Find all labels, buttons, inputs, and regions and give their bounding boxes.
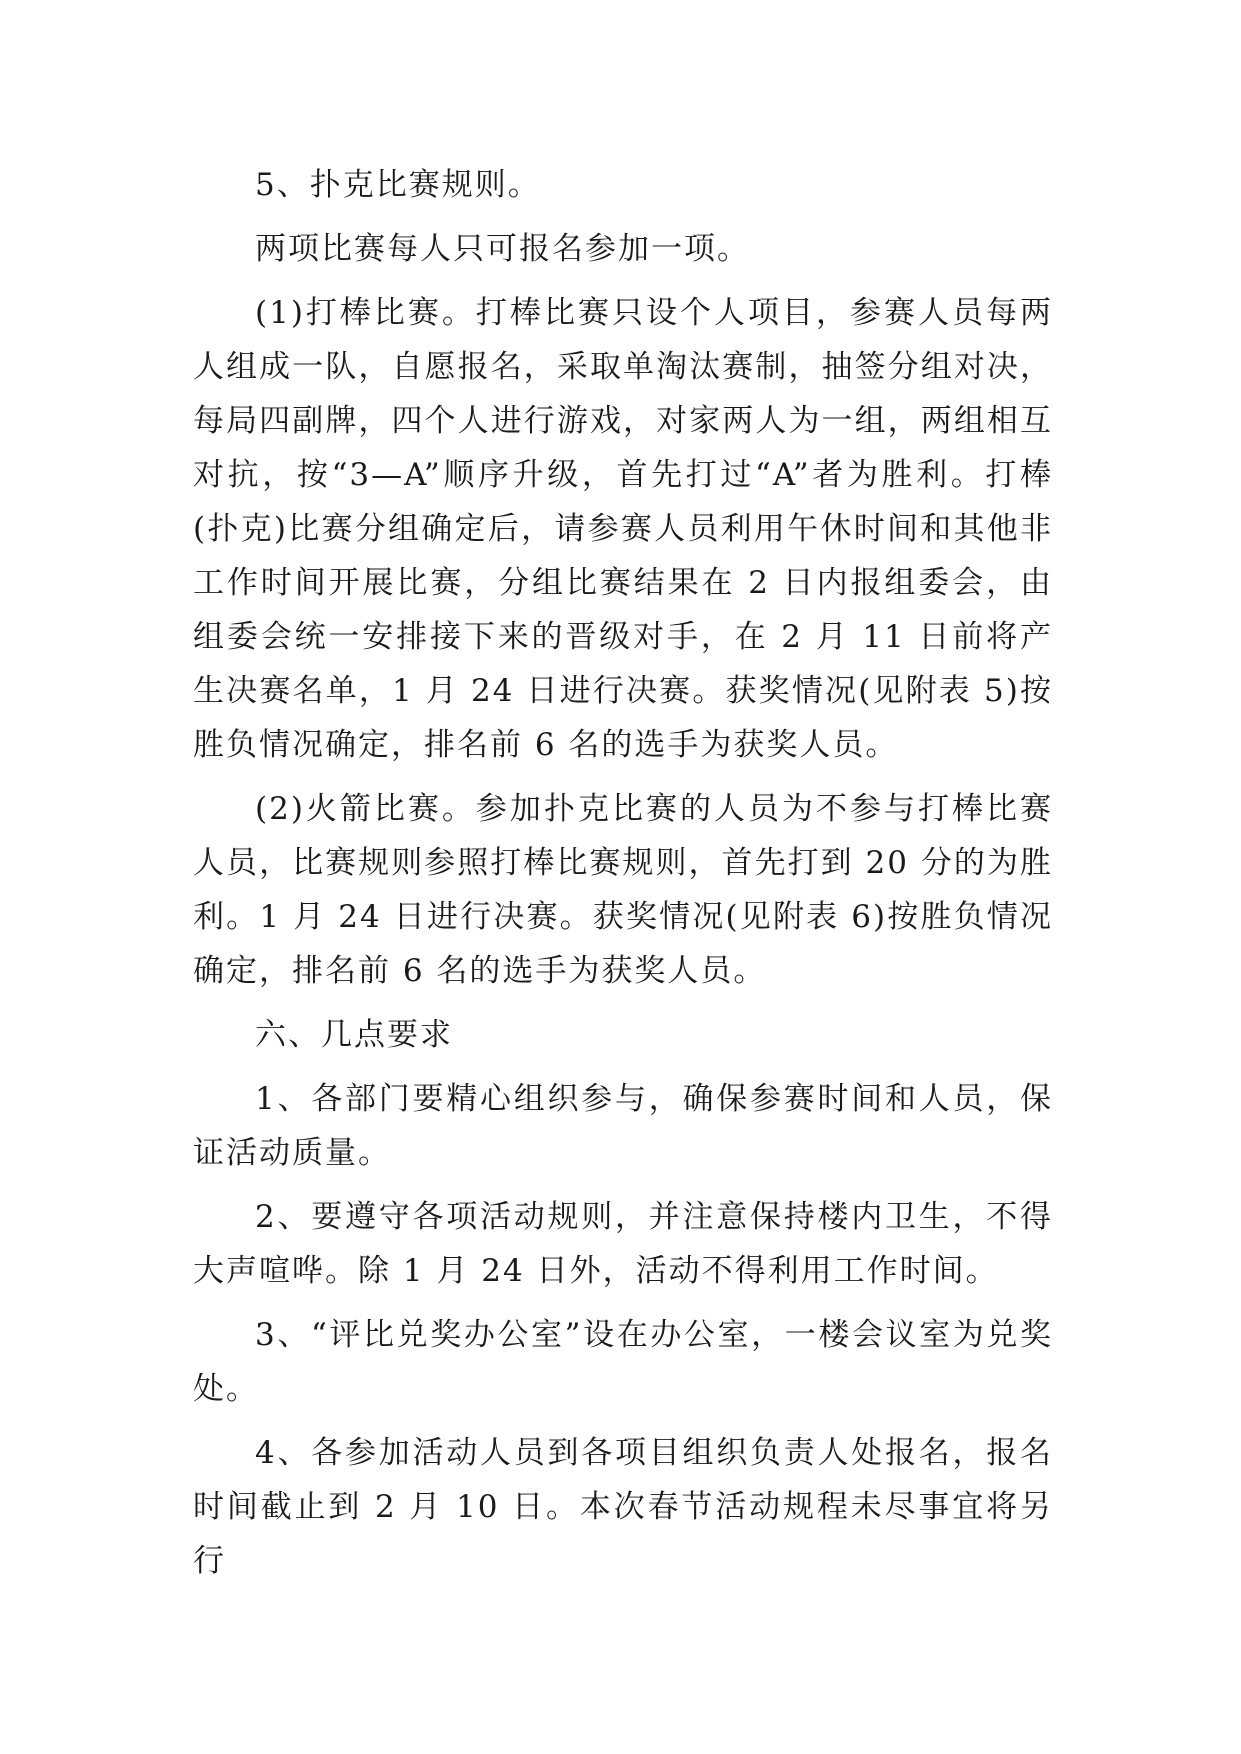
paragraph-gap <box>193 1298 1053 1308</box>
paragraph-gap <box>193 1062 1053 1072</box>
requirement-item-1: 1、各部门要精心组织参与，确保参赛时间和人员，保证活动质量。 <box>193 1081 1053 1171</box>
paragraph-gap <box>193 1416 1053 1426</box>
document-body <box>193 158 1053 1588</box>
paragraph-gap <box>193 276 1053 286</box>
paragraph-gap <box>193 1180 1053 1190</box>
requirement-item-2: 2、要遵守各项活动规则，并注意保持楼内卫生，不得大声喧哗。除 1 月 24 日外，活动不得利用工作时间。 <box>193 1199 1053 1289</box>
requirement-item-4: 4、各参加活动人员到各项目组织负责人处报名，报名时间截止到 2 月 10 日。本次春节活动规程未尽事宜将另行 <box>193 1435 1053 1579</box>
paragraph-one-event-limit: 两项比赛每人只可报名参加一项。 <box>255 231 750 267</box>
requirement-item-3: 3、“评比兑奖办公室”设在办公室，一楼会议室为兑奖处。 <box>193 1317 1053 1407</box>
section-heading-requirements: 六、几点要求 <box>255 1017 453 1053</box>
paragraph-gap <box>193 212 1053 222</box>
paragraph-gap <box>193 998 1053 1008</box>
paragraph-gap <box>193 772 1053 782</box>
paragraph-poker-rules-heading: 5、扑克比赛规则。 <box>255 167 541 203</box>
paragraph-dabang-match: (1)打棒比赛。打棒比赛只设个人项目，参赛人员每两人组成一队，自愿报名，采取单淘汰赛制，抽签分组对决，每局四副牌，四个人进行游戏，对家两人为一组，两组相互对抗，按“3—A”顺序升级，首先打过“A”者为胜利。打棒(扑克)比赛分组确定后，请参赛人员利用午休时间和其他非工作时间开展比赛，分组比赛结果在 2 日内报组委会，由组委会统一安排接下来的晋级对手，在 2 月 11 日前将产生决赛名单，1 月 24 日进行决赛。获奖情况(见附表 5)按胜负情况确定，排名前 6 名的选手为获奖人员。 <box>193 295 1053 763</box>
paragraph-rocket-match: (2)火箭比赛。参加扑克比赛的人员为不参与打棒比赛人员，比赛规则参照打棒比赛规则，首先打到 20 分的为胜利。1 月 24 日进行决赛。获奖情况(见附表 6)按胜负情况确定，排名前 6 名的选手为获奖人员。 <box>193 791 1053 989</box>
